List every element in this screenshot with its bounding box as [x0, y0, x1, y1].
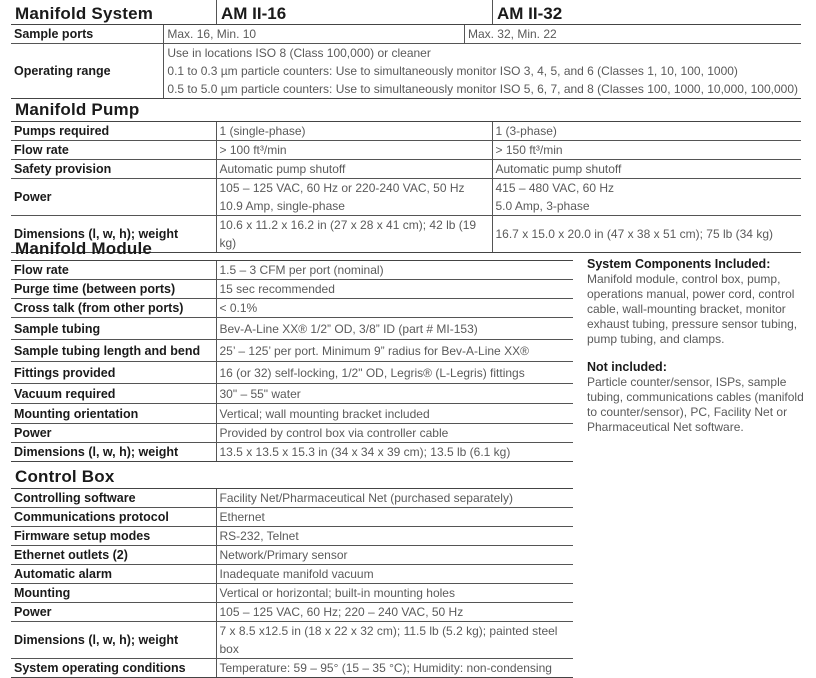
- table-row: [11, 384, 573, 404]
- table-row: [11, 443, 573, 462]
- row-value: Network/Primary sensor: [216, 546, 573, 565]
- table-row: [11, 122, 801, 141]
- section-title-control-box: Control Box: [15, 467, 115, 486]
- section-title-manifold-system: Manifold System: [15, 4, 154, 23]
- row-value: 13.5 x 13.5 x 15.3 in (34 x 34 x 39 cm); 13.5 lb (6.1 kg): [216, 443, 573, 462]
- operating-range-line: Use in locations ISO 8 (Class 100,000) or cleaner: [167, 46, 431, 60]
- value-line: 105 – 125 VAC, 60 Hz or 220-240 VAC, 50 Hz: [219, 181, 465, 195]
- row-value: Inadequate manifold vacuum: [216, 565, 573, 584]
- value-am16: Automatic pump shutoff: [216, 160, 492, 179]
- section-title-manifold-module: Manifold Module: [15, 239, 153, 258]
- row-label: Mounting: [11, 584, 216, 603]
- row-label: Flow rate: [11, 141, 216, 160]
- value-am32: Max. 32, Min. 22: [464, 25, 801, 44]
- row-value: Provided by control box via controller cable: [216, 424, 573, 443]
- row-label: Vacuum required: [11, 384, 216, 404]
- table-row: [11, 404, 573, 424]
- row-label: Mounting orientation: [11, 404, 216, 424]
- row-label: Sample tubing: [11, 318, 216, 340]
- table-row: [11, 424, 573, 443]
- row-label: Communications protocol: [11, 508, 216, 527]
- table-row: [11, 299, 573, 318]
- row-value: 1.5 – 3 CFM per port (nominal): [216, 261, 573, 280]
- row-value: 25’ – 125’ per port. Minimum 9” radius for Bev-A-Line XX®: [216, 340, 573, 362]
- table-row: [11, 141, 801, 160]
- row-value: 30" – 55" water: [216, 384, 573, 404]
- control-box-table: [11, 488, 573, 678]
- row-value: 105 – 125 VAC, 60 Hz; 220 – 240 VAC, 50 Hz: [216, 603, 573, 622]
- row-value: Ethernet: [216, 508, 573, 527]
- table-row: [11, 318, 573, 340]
- row-value: 16 (or 32) self-locking, 1/2" OD, Legris® (L-Legris) fittings: [216, 362, 573, 384]
- row-value: Vertical or horizontal; built-in mounting holes: [216, 584, 573, 603]
- value-am16: > 100 ft³/min: [216, 141, 492, 160]
- table-row: [11, 362, 573, 384]
- row-label: Fittings provided: [11, 362, 216, 384]
- components-included-title: System Components Included:: [587, 257, 771, 271]
- not-included-note: [587, 360, 812, 435]
- row-value: 15 sec recommended: [216, 280, 573, 299]
- row-label: Dimensions (l, w, h); weight: [11, 622, 216, 659]
- operating-range-line: 0.1 to 0.3 µm particle counters: Use to simultaneously monitor ISO 3, 4, 5, and 6 (Classes 1, 10, 100, 1000): [167, 64, 738, 78]
- value-am16: 1 (single-phase): [216, 122, 492, 141]
- value-am32: Automatic pump shutoff: [492, 160, 801, 179]
- not-included-text: Particle counter/sensor, ISPs, sample tubing, communications cables (manifold to counter/sensor), PC, Facility Net or Pharmaceutical Net software.: [587, 375, 804, 434]
- value-am16: Max. 16, Min. 10: [164, 25, 465, 44]
- row-value: RS-232, Telnet: [216, 527, 573, 546]
- operating-range-value: [164, 44, 801, 99]
- table-row: [11, 44, 801, 99]
- row-value: Bev-A-Line XX® 1/2” OD, 3/8” ID (part # MI-153): [216, 318, 573, 340]
- row-label: Flow rate: [11, 261, 216, 280]
- row-value: Facility Net/Pharmaceutical Net (purchased separately): [216, 489, 573, 508]
- manifold-module-table: [11, 260, 573, 462]
- table-row: [11, 179, 801, 216]
- operating-range-line: 0.5 to 5.0 µm particle counters: Use to simultaneously monitor ISO 5, 6, 7, and 8 (Classes 100, 1000, 10,000, 100,000): [167, 82, 798, 96]
- table-row: [11, 527, 573, 546]
- row-label: Sample tubing length and bend: [11, 340, 216, 362]
- table-row: [11, 584, 573, 603]
- column-header-am32: AM II-32: [497, 4, 563, 23]
- row-label: Pumps required: [11, 122, 216, 141]
- table-row: [11, 261, 573, 280]
- value-line: 415 – 480 VAC, 60 Hz: [495, 181, 615, 195]
- table-row: [11, 546, 573, 565]
- value-line: 5.0 Amp, 3-phase: [495, 199, 590, 213]
- row-label: Cross talk (from other ports): [11, 299, 216, 318]
- table-row: [11, 603, 573, 622]
- row-label: Power: [11, 424, 216, 443]
- column-divider: [492, 0, 493, 25]
- row-label: Automatic alarm: [11, 565, 216, 584]
- table-row: [11, 25, 801, 44]
- row-value: Vertical; wall mounting bracket included: [216, 404, 573, 424]
- column-header-am16: AM II-16: [221, 4, 287, 23]
- row-value: < 0.1%: [216, 299, 573, 318]
- row-label: Purge time (between ports): [11, 280, 216, 299]
- row-label: Power: [11, 179, 216, 216]
- row-value: Temperature: 59 – 95° (15 – 35 °C); Humidity: non-condensing: [216, 659, 573, 678]
- row-label: Ethernet outlets (2): [11, 546, 216, 565]
- row-label: Dimensions (l, w, h); weight: [11, 443, 216, 462]
- components-included-text: Manifold module, control box, pump, operations manual, power cord, control cable, wall-mounting bracket, monitor exhaust tubing, pressure sensor tubing, pump tubing, and clamps.: [587, 272, 798, 346]
- not-included-title: Not included:: [587, 360, 667, 374]
- value-am32: > 150 ft³/min: [492, 141, 801, 160]
- table-row: [11, 622, 573, 659]
- row-label: Power: [11, 603, 216, 622]
- row-label: Sample ports: [11, 25, 164, 44]
- row-label: Operating range: [11, 44, 164, 99]
- components-included-note: [587, 257, 812, 347]
- table-row: [11, 340, 573, 362]
- table-row: [11, 508, 573, 527]
- manifold-system-table: [11, 24, 801, 99]
- value-am32: [492, 179, 801, 216]
- row-label: Dimensions (l, w, h); weight: [11, 216, 216, 253]
- manifold-pump-table: [11, 121, 801, 253]
- value-am16: 10.6 x 11.2 x 16.2 in (27 x 28 x 41 cm); 42 lb (19 kg): [216, 216, 492, 253]
- row-label: System operating conditions: [11, 659, 216, 678]
- value-am16: [216, 179, 492, 216]
- row-label: Controlling software: [11, 489, 216, 508]
- table-row: [11, 565, 573, 584]
- section-title-manifold-pump: Manifold Pump: [15, 100, 140, 119]
- table-row: [11, 280, 573, 299]
- value-am32: 1 (3-phase): [492, 122, 801, 141]
- column-divider: [216, 0, 217, 25]
- row-label: Safety provision: [11, 160, 216, 179]
- table-row: [11, 160, 801, 179]
- value-line: 10.9 Amp, single-phase: [219, 199, 345, 213]
- table-row: [11, 659, 573, 678]
- table-row: [11, 489, 573, 508]
- row-label: Firmware setup modes: [11, 527, 216, 546]
- row-value: 7 x 8.5 x12.5 in (18 x 22 x 32 cm); 11.5 lb (5.2 kg); painted steel box: [216, 622, 573, 659]
- value-am32: 16.7 x 15.0 x 20.0 in (47 x 38 x 51 cm); 75 lb (34 kg): [492, 216, 801, 253]
